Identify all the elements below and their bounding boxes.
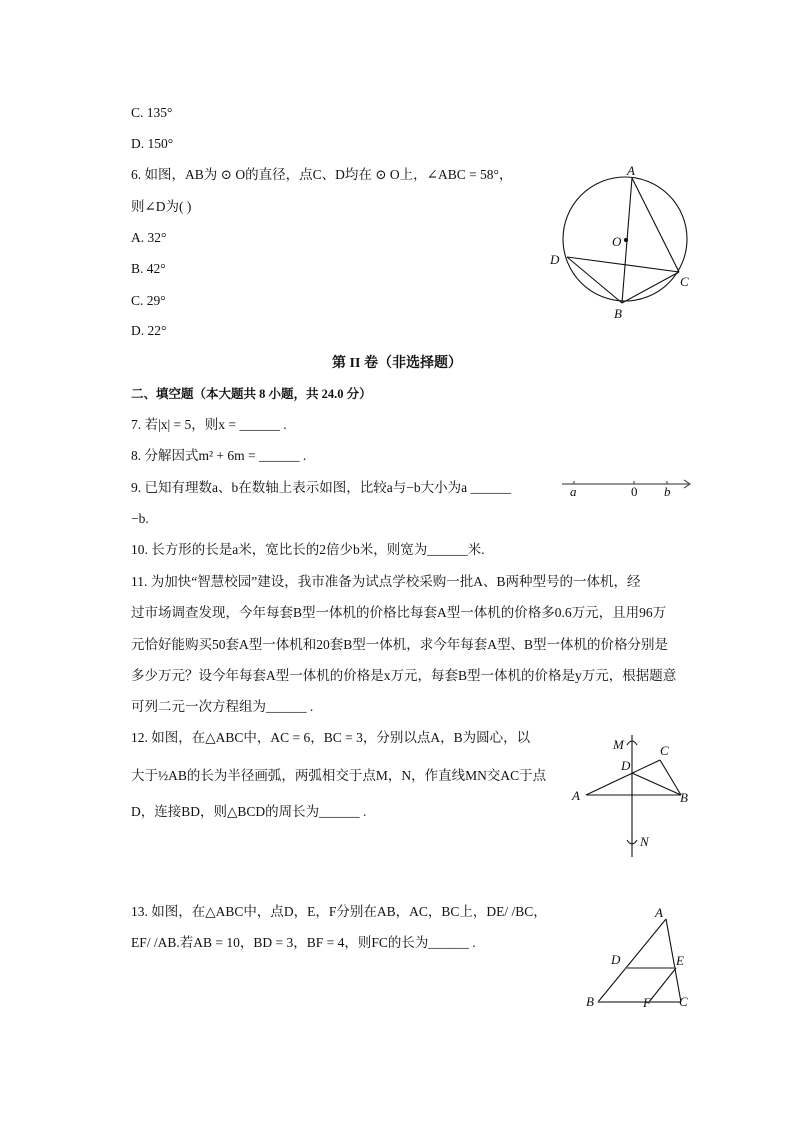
label-e: E xyxy=(676,953,684,968)
q9-line2: −b. xyxy=(131,511,149,526)
segment-db xyxy=(567,257,622,303)
q12-line2: 大于½AB的长为半径画弧，两弧相交于点M，N，作直线MN交AC于点 xyxy=(131,768,547,783)
label-b: B xyxy=(614,306,622,321)
q5-option-c: C. 135° xyxy=(131,105,173,120)
section2-heading: 二、填空题（本大题共 8 小题，共 24.0 分） xyxy=(131,387,372,401)
label-b: B xyxy=(586,994,594,1009)
q11-line5: 可列二元一次方程组为______ . xyxy=(131,699,314,714)
q8: 8. 分解因式m² + 6m = ______ . xyxy=(131,448,307,463)
numberline-label-zero: 0 xyxy=(631,484,638,499)
q6-option-d: D. 22° xyxy=(131,323,167,338)
q11-line4: 多少万元？设今年每套A型一体机的价格是x万元，每套B型一体机的价格是y万元，根据题意 xyxy=(131,668,677,683)
numberline-label-a: a xyxy=(570,484,577,499)
q12-line1: 12. 如图，在△ABC中，AC = 6，BC = 3，分别以点A，B为圆心，以 xyxy=(131,730,531,745)
label-d: D xyxy=(611,952,621,967)
q9-line1: 9. 已知有理数a、b在数轴上表示如图，比较a与−b大小为a ______ xyxy=(131,480,511,495)
numberline-label-b: b xyxy=(664,484,671,499)
label-a: A xyxy=(655,905,663,920)
label-f: F xyxy=(643,995,651,1010)
label-c: C xyxy=(679,994,688,1009)
label-c: C xyxy=(680,274,689,289)
q12-line3: D，连接BD，则△BCD的周长为______ . xyxy=(131,804,367,819)
center-point xyxy=(624,238,627,241)
label-m: M xyxy=(613,737,624,752)
q13-line1: 13. 如图，在△ABC中，点D，E，F分别在AB，AC，BC上，DE/ /BC， xyxy=(131,904,547,919)
q5-option-d: D. 150° xyxy=(131,136,174,151)
label-a: A xyxy=(572,788,580,803)
q6-option-a: A. 32° xyxy=(131,230,167,245)
label-o: O xyxy=(612,234,622,249)
q6-stem-line1: 6. 如图，AB为 ⊙ O的直径，点C、D均在 ⊙ O上，∠ABC = 58°， xyxy=(131,167,513,182)
q11-line3: 元恰好能购买50套A型一体机和20套B型一体机，求今年每套A型、B型一体机的价格分别是 xyxy=(131,637,669,652)
label-d: D xyxy=(621,758,631,773)
label-d: D xyxy=(550,252,560,267)
label-b: B xyxy=(680,790,688,805)
q11-line1: 11. 为加快“智慧校园”建设，我市准备为试点学校采购一批A、B两种型号的一体机，经 xyxy=(131,574,641,589)
q6-circle-figure xyxy=(563,177,687,303)
q7: 7. 若|x| = 5，则x = ______ . xyxy=(131,417,287,432)
segment-dc xyxy=(567,257,679,272)
part2-title: 第 II 卷（非选择题） xyxy=(332,356,462,371)
q10: 10. 长方形的长是a米，宽比长的2倍少b米，则宽为______米. xyxy=(131,542,485,557)
q6-option-b: B. 42° xyxy=(131,261,166,276)
q9-number-line xyxy=(562,480,690,488)
label-c: C xyxy=(660,743,669,758)
label-n: N xyxy=(640,834,649,849)
q11-line2: 过市场调查发现，今年每套B型一体机的价格比每套A型一体机的价格多0.6万元，且用96万 xyxy=(131,605,667,620)
q6-option-c: C. 29° xyxy=(131,293,166,308)
label-a: A xyxy=(627,163,635,178)
q13-line2: EF/ /AB.若AB = 10，BD = 3，BF = 4，则FC的长为______ . xyxy=(131,935,476,950)
q6-stem-line2: 则∠D为( ) xyxy=(131,199,192,214)
segment-bc xyxy=(622,272,679,303)
segment-ac xyxy=(632,178,679,272)
